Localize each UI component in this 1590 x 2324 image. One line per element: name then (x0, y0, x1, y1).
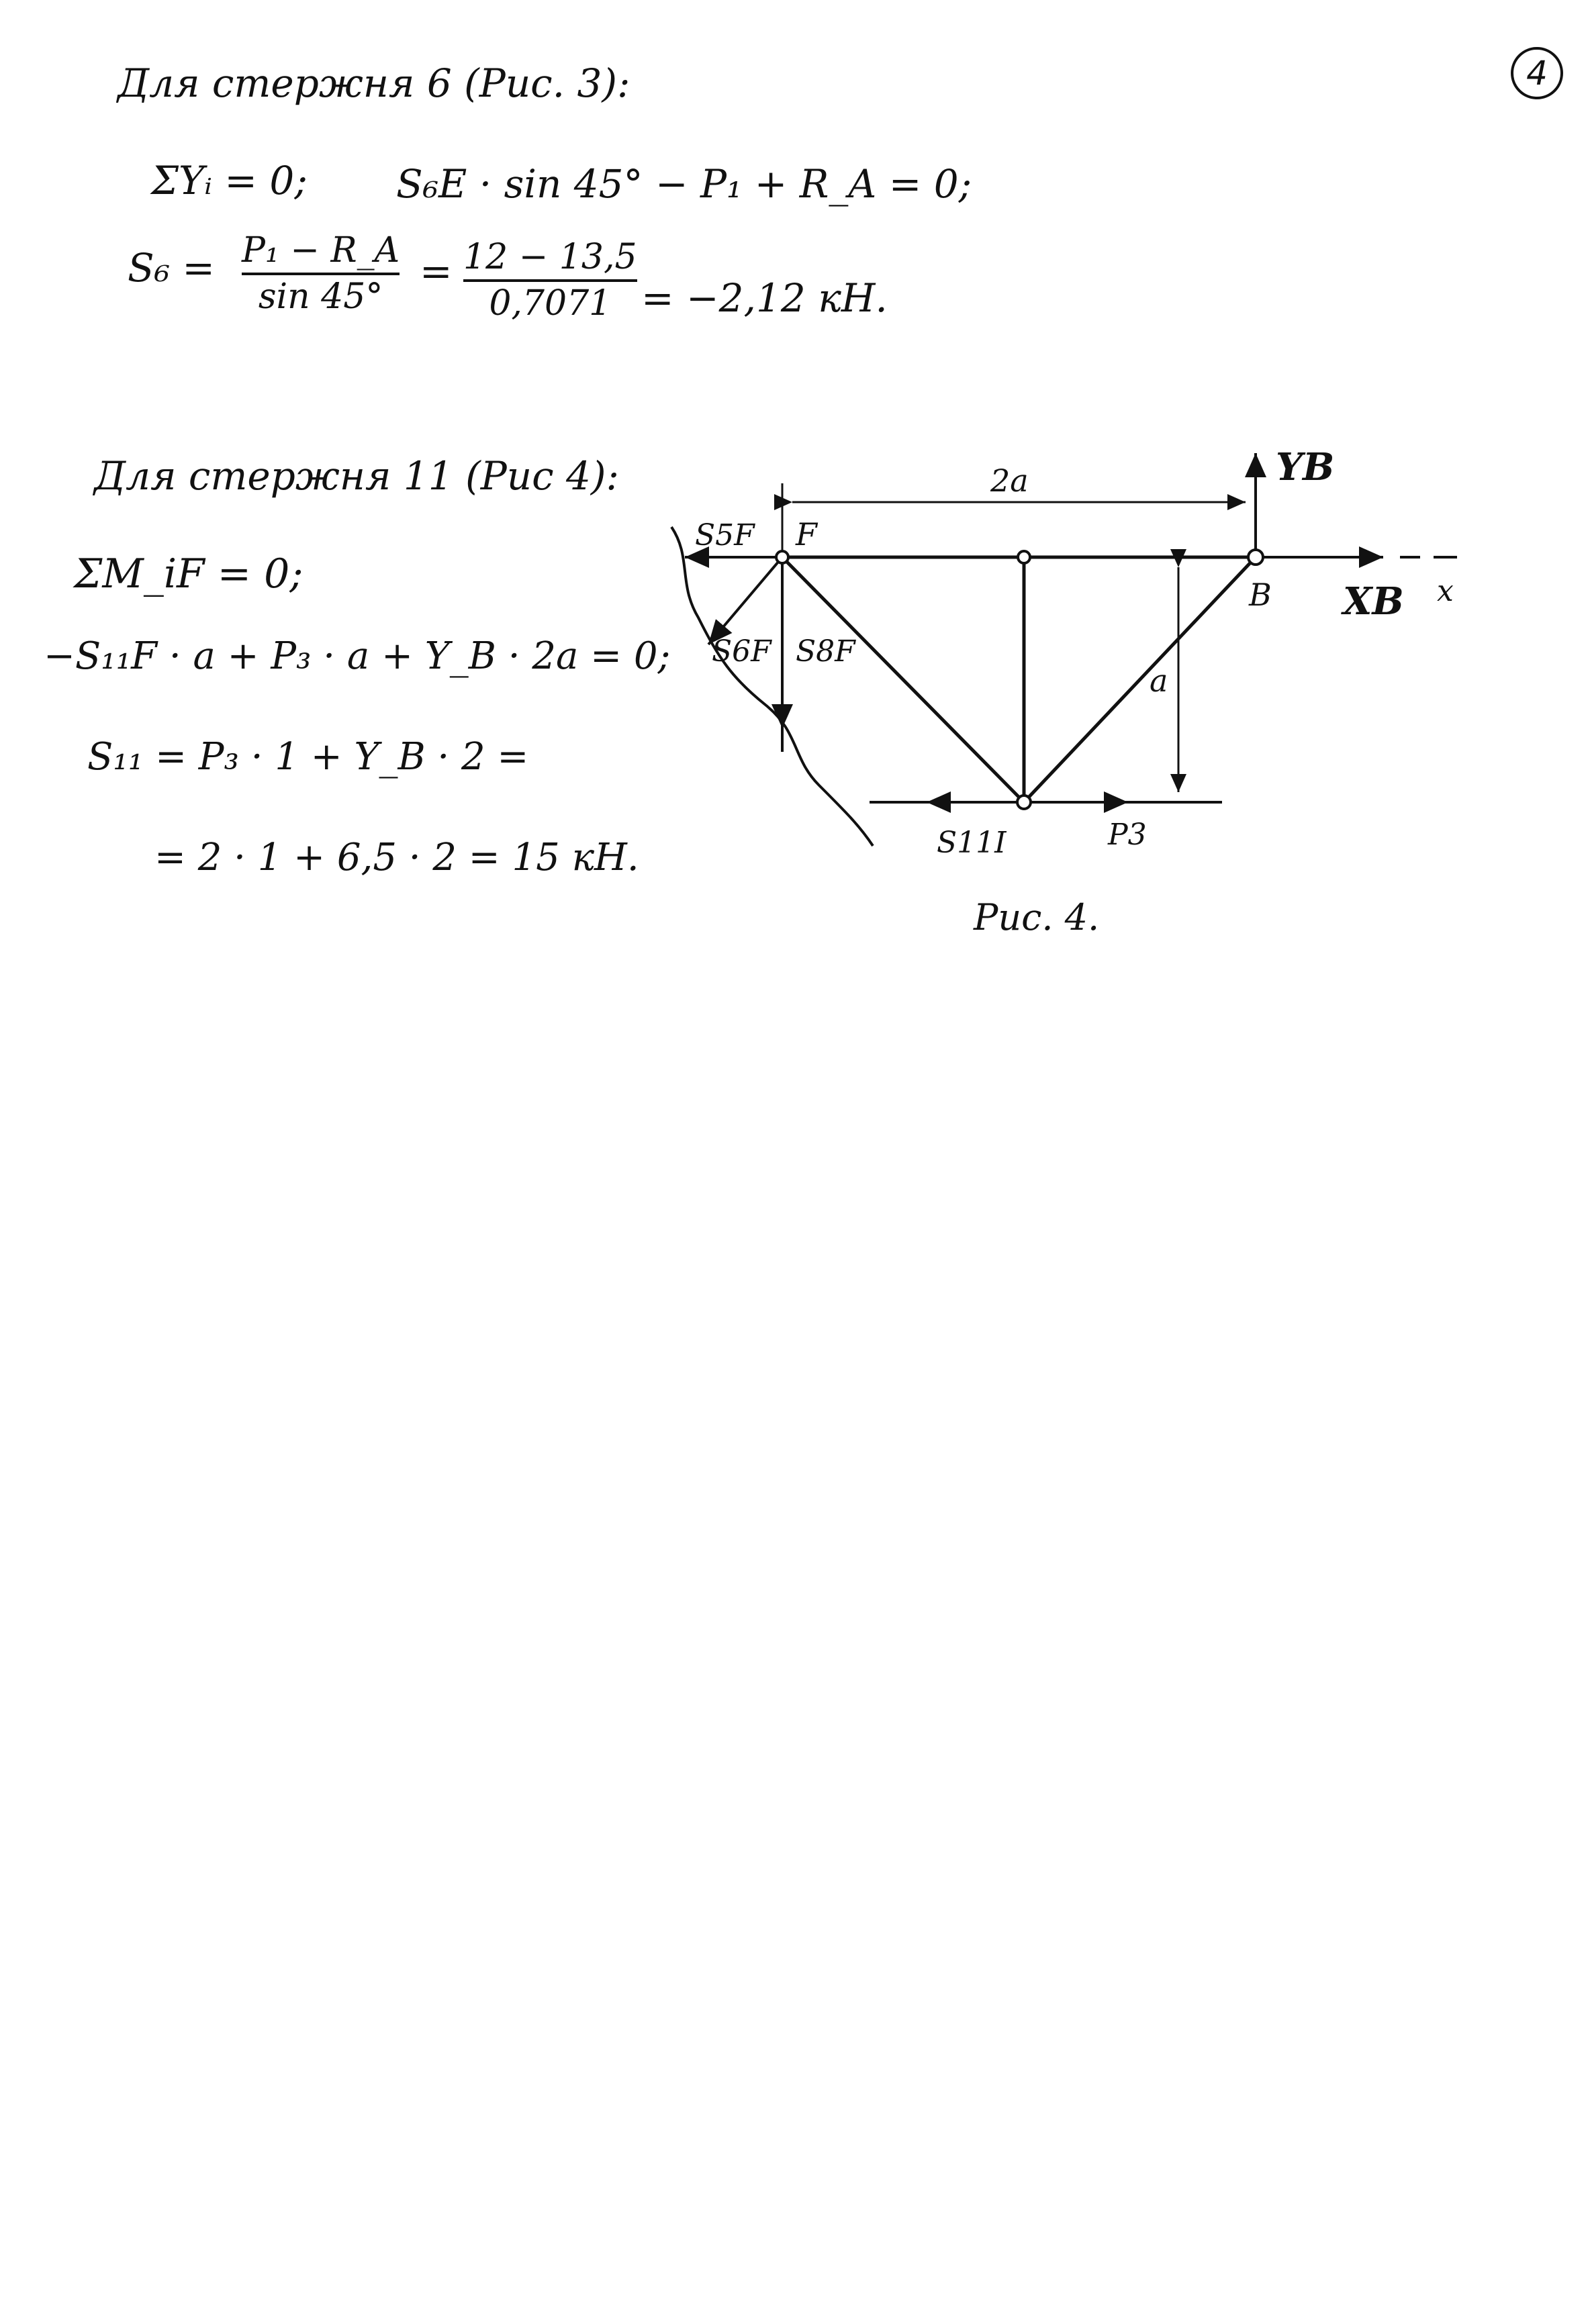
label-s8f: S8F (796, 634, 855, 669)
heading-rod-11: Для стержня 11 (Рис 4): (94, 453, 620, 499)
node-top-middle (1018, 551, 1030, 563)
s11-line-2: = 2 · 1 + 6,5 · 2 = 15 кН. (154, 836, 639, 879)
label-s11i: S11I (937, 826, 1007, 860)
arrow-s6f (708, 557, 782, 644)
label-s6f: S6F (712, 634, 771, 669)
node-b (1248, 550, 1263, 565)
s6-fraction-numeric-denominator: 0,7071 (489, 283, 612, 324)
equation-projection: S₆E · sin 45° − P₁ + R_A = 0; (396, 161, 972, 207)
s11-line-1: S₁₁ = P₃ · 1 + Y_B · 2 = (87, 735, 529, 779)
s6-fraction-numeric-numerator: 12 − 13,5 (463, 237, 637, 277)
node-bottom (1017, 795, 1031, 809)
diagonal-f-to-bottom (782, 557, 1024, 802)
s6-result: = −2,12 кН. (641, 275, 888, 321)
label-b: B (1249, 577, 1272, 613)
label-2a: 2a (990, 463, 1029, 499)
label-p3: P3 (1108, 818, 1147, 852)
heading-rod-6: Для стержня 6 (Рис. 3): (118, 60, 630, 106)
label-s5f: S5F (695, 518, 755, 552)
page-number: 4 (1511, 47, 1563, 99)
section-cut-line (671, 527, 873, 846)
label-yb: YB (1276, 445, 1335, 489)
equation-moment-full: −S₁₁F · a + P₃ · a + Y_B · 2a = 0; (44, 634, 671, 678)
node-f (776, 551, 788, 563)
s6-equals: = (420, 248, 453, 294)
s6-lhs: S₆ = (128, 245, 216, 291)
equation-sum-y: ΣYᵢ = 0; (151, 158, 308, 203)
label-f: F (796, 516, 817, 552)
label-xb: XB (1343, 579, 1404, 624)
equation-moment: ΣM_iF = 0; (74, 550, 303, 597)
label-a: a (1150, 663, 1168, 699)
s6-fraction-symbolic-denominator: sin 45° (258, 277, 383, 318)
s6-fraction-symbolic-numerator: P₁ − R_A (242, 230, 400, 271)
label-x-axis: x (1437, 574, 1454, 608)
figure-caption: Рис. 4. (974, 896, 1100, 938)
diagonal-bottom-to-b (1024, 557, 1256, 802)
